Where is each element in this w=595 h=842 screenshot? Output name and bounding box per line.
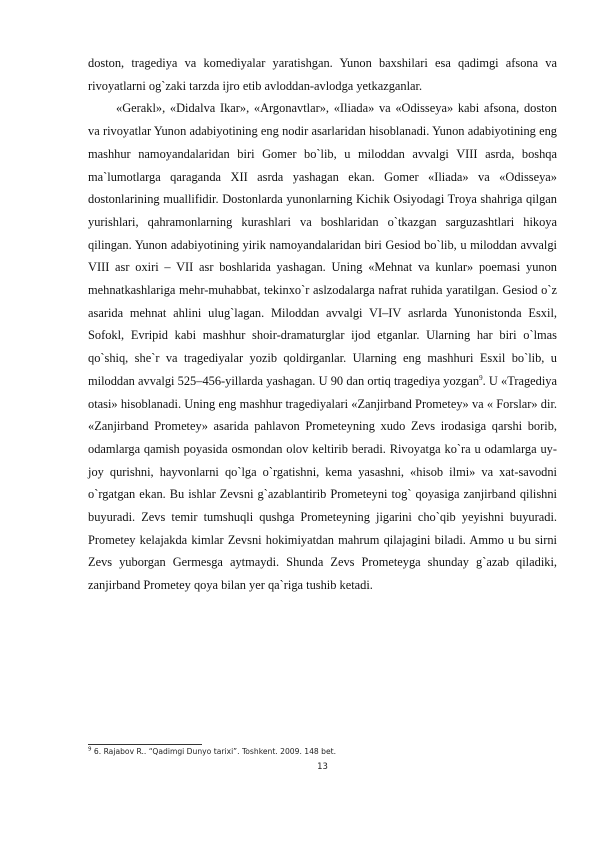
footnote-divider <box>88 744 202 745</box>
page-number: 13 <box>317 762 328 772</box>
body-text <box>88 52 557 597</box>
paragraph-text: doston, tragediya va komediyalar yaratishgan. Yunon baxshilari esa qadimgi afsona va rivoyatlarni og`zaki tarzda ijro etib avloddan-avlodga yetkazganlar. <box>88 56 557 93</box>
footnote-reference[interactable]: 9 <box>479 373 483 382</box>
footnote <box>88 747 557 757</box>
paragraph-text: «Gerakl», «Didalva Ikar», «Argonavtlar», «Iliada» va «Odisseya» kabi afsona, doston va rivoyatlar Yunon adabiyotining eng nodir asarlaridan hisoblanadi. Yunon adabiyotining eng mashhur namoyandalaridan biri Gomer bo`lib, u miloddan avvalgi VIII asrda, boshqa ma`lumotlarga qaraganda XII asrda yashagan ekan. Gomer «Iliada» va «Odisseya» dostonlarining muallifidir. Dostonlarda yunonlarning Kichik Osiyodagi Troya shahriga qilgan yurishlari, qahramonlarning kurashlari va boshlaridan o`tkazgan sarguzashtlari hikoya qilingan. Yunon adabiyotining yirik namoyandalaridan biri Gesiod bo`lib, u miloddan avvalgi VIII asr oxiri – VII asr boshlarida yashagan. Uning «Mehnat va kunlar» poemasi yunon mehnatkashlariga mehr-muhabbat, tekinxo`r aslzodalarga nafrat ruhida yaratilgan. Gesiod o`z asarida mehnat ahlini ulug`lagan. Miloddan avvalgi VI–IV asrlarda Yunonistonda Esxil, Sofokl, Evripid kabi mashhur shoir-dramaturglar ijod etganlar. Ularning har biri o`lmas qo`shiq, she`r va tragediyalar yozib qoldirganlar. Ularning eng mashhuri Esxil bo`lib, u miloddan avvalgi 525–456-yillarda yashagan. U 90 dan ortiq tragediya yozgan <box>88 101 557 388</box>
paragraph <box>88 52 557 97</box>
paragraph <box>88 97 557 596</box>
paragraph-text: . U «Tragediya otasi» hisoblanadi. Uning eng mashhur tragediyalari «Zanjirband Prometey» va « Forslar» dir. «Zanjirband Prometey» asarida pahlavon Prometeyning xudo Zevs irodasiga qarshi borib, odamlarga qamish poyasida osmondan olov keltirib beradi. Rivoyatga ko`ra u odamlarga uy-joy qurishni, hayvonlarni qo`lga o`rgatishni, kema yasashni, «hisob ilmi» va xat-savodni o`rgatgan ekan. Bu ishlar Zevsni g`azablantirib Prometeyni tog` qoyasiga zanjirband qilishni buyuradi. Zevs temir tumshuqli qushga Prometeyning jigarini cho`qib yeyishni buyuradi. Prometey kelajakda kimlar Zevsni hokimiyatdan mahrum qilajagini biladi. Ammo u bu sirni Zevs yuborgan Germesga aytmaydi. Shunda Zevs Prometeyga shunday g`azab qiladiki, zanjirband Prometey qoya bilan yer qa`riga tushib ketadi. <box>88 373 557 593</box>
footnote-text: 6. Rajabov R.. “Qadimgi Dunyo tarixi”. Toshkent. 2009. 148 bet. <box>91 747 337 756</box>
footnote-number: 9 <box>88 746 92 753</box>
